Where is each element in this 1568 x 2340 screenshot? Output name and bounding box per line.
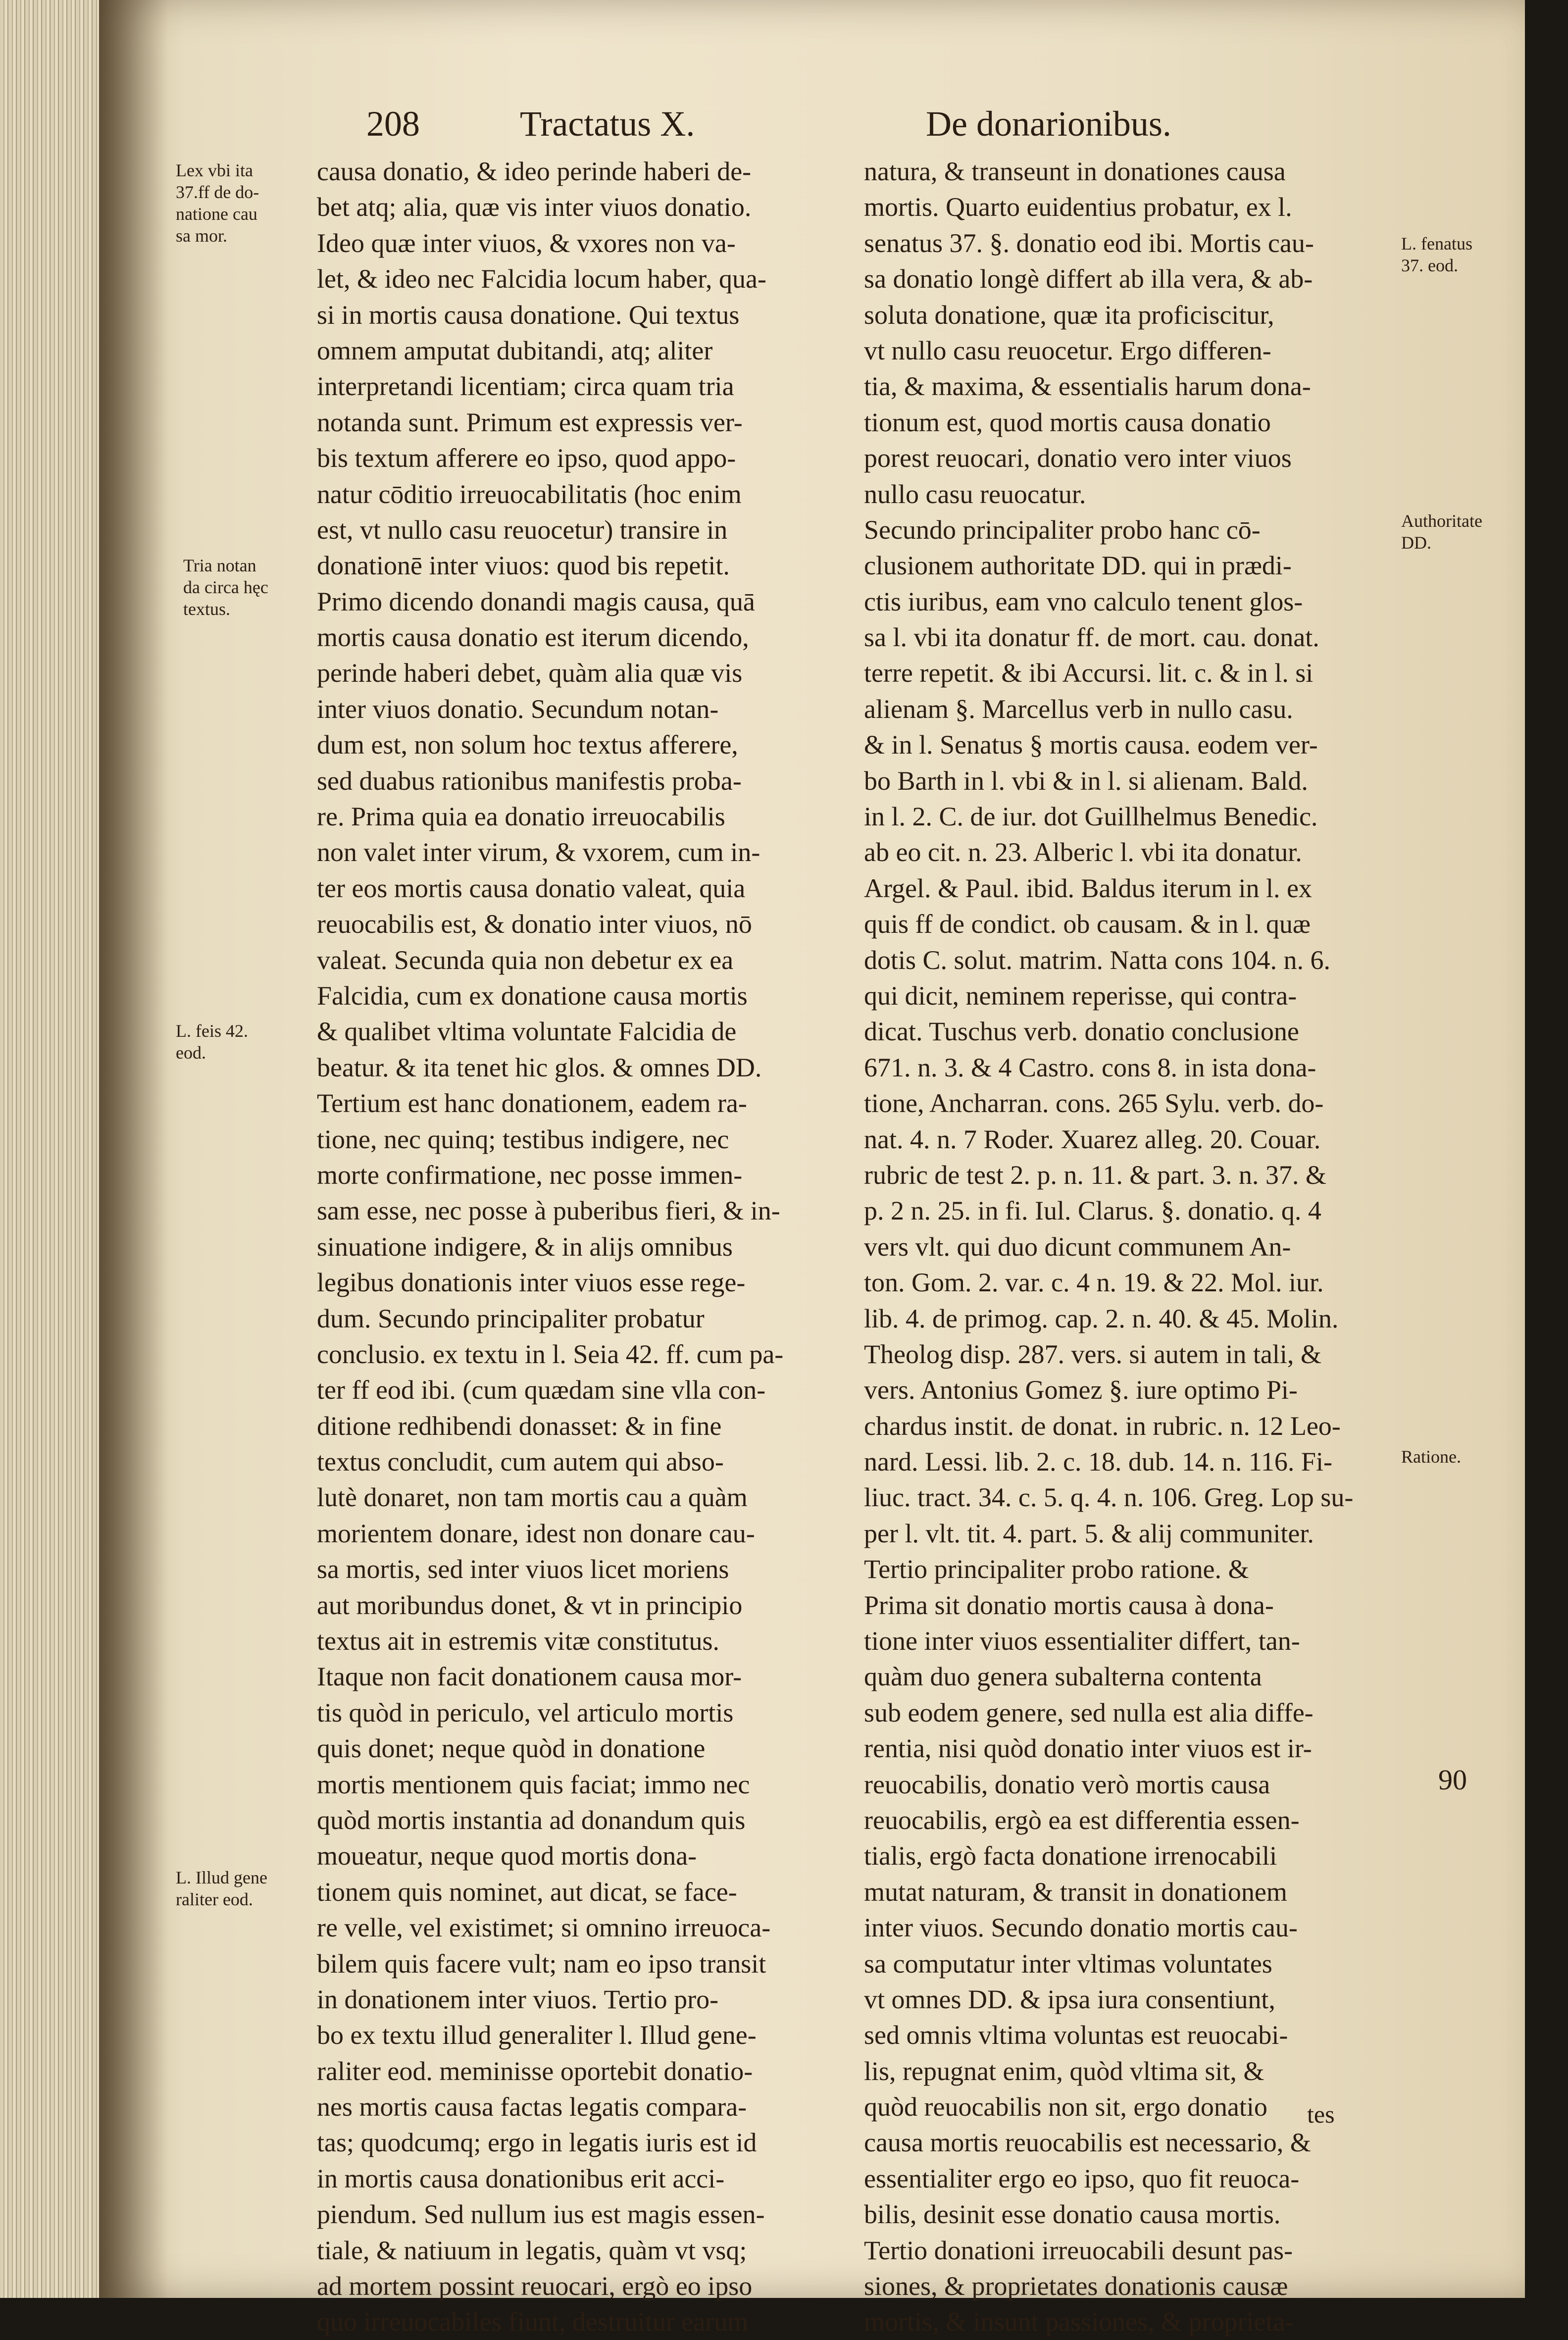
text-line: Falcidia, cum ex donatione causa mortis: [317, 980, 748, 1011]
text-line: quàm duo genera subalterna contenta: [864, 1662, 1262, 1692]
text-line: causa mortis reuocabilis est necessario, &: [864, 2128, 1311, 2158]
text-line: dotis C. solut. matrim. Natta cons 104. n. 6.: [864, 945, 1330, 975]
text-line: legibus donationis inter viuos esse rege-: [317, 1268, 746, 1298]
text-line: re. Prima quia ea donatio irreuocabilis: [317, 802, 725, 832]
text-line: perinde haberi debet, quàm alia quæ vis: [317, 658, 743, 688]
text-line: tas; quodcumq; ergo in legatis iuris est id: [317, 2128, 757, 2158]
text-line: dicat. Tuschus verb. donatio conclusione: [864, 1017, 1299, 1047]
text-line: conclusio. ex textu in l. Seia 42. ff. cum pa-: [317, 1339, 784, 1369]
text-line: Tertio donationi irreuocabili desunt pas-: [864, 2235, 1293, 2265]
text-line: in l. 2. C. de iur. dot Guillhelmus Benedic.: [864, 802, 1318, 832]
text-line: tione inter viuos essentialiter differt, tan-: [864, 1626, 1300, 1656]
text-line: mutat naturam, & transit in donationem: [864, 1877, 1287, 1907]
text-line: tionum est, quod mortis causa donatio: [864, 407, 1271, 437]
text-line: est, vt nullo casu reuocetur) transire in: [317, 514, 728, 545]
text-line: inter viuos. Secundo donatio mortis cau-: [864, 1913, 1298, 1943]
text-line: sa computatur inter vltimas voluntates: [864, 1948, 1272, 1979]
margin-note: [1401, 233, 1472, 276]
text-line: nat. 4. n. 7 Roder. Xuarez alleg. 20. Couar.: [864, 1124, 1321, 1154]
text-line: rentia, nisi quòd donatio inter viuos est ir-: [864, 1733, 1312, 1764]
margin-note-line: Authoritate: [1401, 511, 1482, 531]
text-line: quòd mortis instantia ad donandum quis: [317, 1805, 746, 1835]
text-line: clusionem authoritate DD. qui in prædi-: [864, 551, 1292, 581]
text-line: bet atq; alia, quæ vis inter viuos donatio.: [317, 192, 752, 222]
margin-note: [183, 555, 268, 620]
text-line: per l. vlt. tit. 4. part. 5. & alij communiter.: [864, 1518, 1314, 1548]
margin-note-line: L. fenatus: [1401, 234, 1472, 254]
text-line: sam esse, nec posse à puberibus fieri, & in-: [317, 1196, 780, 1226]
text-line: beatur. & ita tenet hic glos. & omnes DD.: [317, 1052, 762, 1082]
page-number: 208: [366, 104, 420, 144]
text-line: vt nullo casu reuocetur. Ergo differen-: [864, 335, 1271, 365]
margin-note-line: DD.: [1401, 533, 1431, 553]
running-title-right: De donarionibus.: [926, 104, 1171, 144]
text-line: tiale, & natiuum in legatis, quàm vt vsq;: [317, 2235, 747, 2265]
text-line: reuocabilis, ergò ea est differentia essen-: [864, 1805, 1300, 1835]
margin-note-line: textus.: [183, 599, 230, 619]
margin-note-line: da circa hęc: [183, 577, 268, 597]
text-line: ad mortem possint reuocari, ergò eo ipso: [317, 2271, 753, 2301]
text-line: sa l. vbi ita donatur ff. de mort. cau. donat.: [864, 622, 1319, 653]
text-line: morte confirmatione, nec posse immen-: [317, 1160, 743, 1190]
text-line: chardus instit. de donat. in rubric. n. 12 Leo-: [864, 1411, 1341, 1441]
text-line: bilem quis facere vult; nam eo ipso transit: [317, 1948, 766, 1979]
text-line: mortis causa donatio est iterum dicendo,: [317, 622, 749, 653]
text-line: bis textum afferere eo ipso, quod appo-: [317, 443, 736, 473]
text-line: sa mortis, sed inter viuos licet moriens: [317, 1554, 729, 1584]
margin-note: [176, 1867, 267, 1910]
text-line: liuc. tract. 34. c. 5. q. 4. n. 106. Greg. Lop su-: [864, 1482, 1354, 1513]
text-line: alienam §. Marcellus verb in nullo casu.: [864, 694, 1293, 724]
text-line: quo irreuocabiles fiunt, destruitur earum: [317, 2307, 749, 2337]
text-line: Theolog disp. 287. vers. si autem in tali, &: [864, 1339, 1321, 1369]
margin-note-line: 37.ff de do-: [176, 182, 259, 202]
text-line: soluta donatione, quæ ita proficiscitur,: [864, 300, 1274, 330]
margin-note: [1401, 510, 1482, 554]
margin-note: [1401, 1446, 1461, 1468]
text-column-right: [864, 153, 1404, 2340]
margin-note-line: raliter eod.: [176, 1889, 253, 1909]
margin-note-line: Ratione.: [1401, 1447, 1461, 1467]
text-line: Argel. & Paul. ibid. Baldus iterum in l. ex: [864, 873, 1312, 903]
text-line: aut moribundus donet, & vt in principio: [317, 1590, 743, 1620]
text-line: senatus 37. §. donatio eod ibi. Mortis cau-: [864, 228, 1314, 258]
text-line: & qualibet vltima voluntate Falcidia de: [317, 1017, 737, 1047]
catchword: tes: [1307, 2100, 1335, 2128]
text-line: mortis. Quarto euidentius probatur, ex l.: [864, 192, 1292, 222]
text-line: ter ff eod ibi. (cum quædam sine vlla con-: [317, 1375, 766, 1405]
text-line: lutè donaret, non tam mortis cau a quàm: [317, 1482, 748, 1513]
text-line: tia, & maxima, & essentialis harum dona-: [864, 371, 1311, 402]
text-line: in donationem inter viuos. Tertio pro-: [317, 1984, 719, 2014]
text-line: donationē inter viuos: quod bis repetit.: [317, 551, 730, 581]
text-line: sed omnis vltima voluntas est reuocabi-: [864, 2020, 1288, 2050]
text-line: ditione redhibendi donasset: & in fine: [317, 1411, 722, 1441]
text-line: textus ait in estremis vitæ constitutus.: [317, 1626, 719, 1656]
text-line: sinuatione indigere, & in alijs omnibus: [317, 1231, 733, 1262]
text-line: bo ex textu illud generaliter l. Illud gene-: [317, 2020, 757, 2050]
text-line: ctis iuribus, eam vno calculo tenent glos-: [864, 586, 1303, 616]
text-line: sed duabus rationibus manifestis proba-: [317, 765, 742, 796]
text-line: nard. Lessi. lib. 2. c. 18. dub. 14. n. 116. Fi-: [864, 1447, 1332, 1477]
margin-note-line: L. Illud gene: [176, 1868, 267, 1887]
text-line: quis donet; neque quòd in donatione: [317, 1733, 706, 1764]
running-title-left: Tractatus X.: [520, 104, 695, 144]
text-line: valeat. Secunda quia non debetur ex ea: [317, 945, 734, 975]
text-line: siones, & proprietates donationis causæ: [864, 2271, 1288, 2301]
text-line: lib. 4. de primog. cap. 2. n. 40. & 45. Molin.: [864, 1303, 1339, 1333]
margin-note-line: 37. eod.: [1401, 255, 1458, 275]
text-line: tis quòd in periculo, vel articulo mortis: [317, 1697, 734, 1728]
text-line: omnem amputat dubitandi, atq; aliter: [317, 335, 713, 365]
text-line: bo Barth in l. vbi & in l. si alienam. Bald.: [864, 765, 1308, 796]
margin-note-line: sa mor.: [176, 226, 227, 246]
text-line: qui dicit, neminem reperisse, qui contra-: [864, 980, 1297, 1011]
text-line: mortis mentionem quis faciat; immo nec: [317, 1769, 750, 1799]
folio-note: 90: [1438, 1764, 1467, 1796]
margin-note-line: Tria notan: [183, 556, 256, 575]
text-line: let, & ideo nec Falcidia locum haber, qua-: [317, 264, 767, 294]
text-line: & in l. Senatus § mortis causa. eodem ver-: [864, 730, 1318, 760]
text-line: tione, nec quinq; testibus indigere, nec: [317, 1124, 729, 1154]
text-line: raliter eod. meminisse oportebit donatio-: [317, 2056, 753, 2086]
text-line: nullo casu reuocatur.: [864, 479, 1086, 509]
text-line: mortis, & insunt passiones, & proprieta-: [864, 2307, 1294, 2337]
text-line: notanda sunt. Primum est expressis ver-: [317, 407, 743, 437]
text-line: bilis, desinit esse donatio causa mortis.: [864, 2199, 1281, 2230]
text-line: tionem quis nominet, aut dicat, se face-: [317, 1877, 737, 1907]
margin-note: [176, 159, 259, 247]
text-line: textus concludit, cum autem qui abso-: [317, 1447, 724, 1477]
text-column-left: [317, 153, 847, 2340]
text-line: ter eos mortis causa donatio valeat, quia: [317, 873, 746, 903]
text-line: Ideo quæ inter viuos, & vxores non va-: [317, 228, 736, 258]
text-line: quòd reuocabilis non sit, ergo donatio: [864, 2092, 1267, 2122]
page-gutter-shadow: [99, 0, 168, 2298]
text-line: moueatur, neque quod mortis dona-: [317, 1841, 697, 1871]
text-line: natur cōditio irreuocabilitatis (hoc enim: [317, 479, 742, 509]
text-line: Tertium est hanc donationem, eadem ra-: [317, 1088, 747, 1119]
text-line: non valet inter virum, & vxorem, cum in-: [317, 837, 760, 867]
text-line: interpretandi licentiam; circa quam tria: [317, 371, 734, 402]
text-line: piendum. Sed nullum ius est magis essen-: [317, 2199, 765, 2230]
text-line: Prima sit donatio mortis causa à dona-: [864, 1590, 1274, 1620]
margin-note-line: Lex vbi ita: [176, 160, 253, 180]
margin-note: [176, 1020, 248, 1064]
text-line: essentialiter ergo eo ipso, quo fit reuoca-: [864, 2163, 1300, 2193]
text-line: porest reuocari, donatio vero inter viuos: [864, 443, 1292, 473]
text-line: ab eo cit. n. 23. Alberic l. vbi ita donatur.: [864, 837, 1302, 867]
text-line: reuocabilis, donatio verò mortis causa: [864, 1769, 1270, 1799]
text-line: in mortis causa donationibus erit acci-: [317, 2163, 725, 2193]
text-line: Itaque non facit donationem causa mor-: [317, 1662, 742, 1692]
text-line: si in mortis causa donatione. Qui textus: [317, 300, 740, 330]
text-line: reuocabilis est, & donatio inter viuos, nō: [317, 909, 752, 939]
text-line: vers. Antonius Gomez §. iure optimo Pi-: [864, 1375, 1298, 1405]
text-line: vers vlt. qui duo dicunt communem An-: [864, 1231, 1291, 1262]
text-line: re velle, vel existimet; si omnino irreuoca-: [317, 1913, 771, 1943]
text-line: sa donatio longè differt ab illa vera, & ab-: [864, 264, 1313, 294]
text-line: dum est, non solum hoc textus afferere,: [317, 730, 738, 760]
text-line: Tertio principaliter probo ratione. &: [864, 1554, 1249, 1584]
margin-note-line: eod.: [176, 1043, 206, 1063]
text-line: lis, repugnat enim, quòd vltima sit, &: [864, 2056, 1265, 2086]
text-line: dum. Secundo principaliter probatur: [317, 1303, 705, 1333]
text-line: vt omnes DD. & ipsa iura consentiunt,: [864, 1984, 1275, 2014]
text-line: nes mortis causa factas legatis compara-: [317, 2092, 747, 2122]
margin-note-line: natione cau: [176, 204, 257, 224]
text-line: quis ff de condict. ob causam. & in l. quæ: [864, 909, 1311, 939]
text-line: Primo dicendo donandi magis causa, quā: [317, 586, 755, 616]
text-line: tione, Ancharran. cons. 265 Sylu. verb. do-: [864, 1088, 1324, 1119]
text-line: p. 2 n. 25. in fi. Iul. Clarus. §. donatio. q. 4: [864, 1196, 1321, 1226]
text-line: tialis, ergò facta donatione irrenocabili: [864, 1841, 1277, 1871]
text-line: ton. Gom. 2. var. c. 4 n. 19. & 22. Mol. iur.: [864, 1268, 1324, 1298]
text-line: inter viuos donatio. Secundum notan-: [317, 694, 719, 724]
text-line: morientem donare, idest non donare cau-: [317, 1518, 755, 1548]
text-line: rubric de test 2. p. n. 11. & part. 3. n. 37. &: [864, 1160, 1326, 1190]
text-line: natura, & transeunt in donationes causa: [864, 156, 1286, 186]
text-line: causa donatio, & ideo perinde haberi de-: [317, 156, 752, 186]
text-line: 671. n. 3. & 4 Castro. cons 8. in ista dona-: [864, 1052, 1316, 1082]
text-line: Secundo principaliter probo hanc cō-: [864, 514, 1261, 545]
text-line: terre repetit. & ibi Accursi. lit. c. & in l. si: [864, 658, 1314, 688]
margin-note-line: L. feis 42.: [176, 1021, 248, 1041]
text-line: sub eodem genere, sed nulla est alia diffe-: [864, 1697, 1314, 1728]
